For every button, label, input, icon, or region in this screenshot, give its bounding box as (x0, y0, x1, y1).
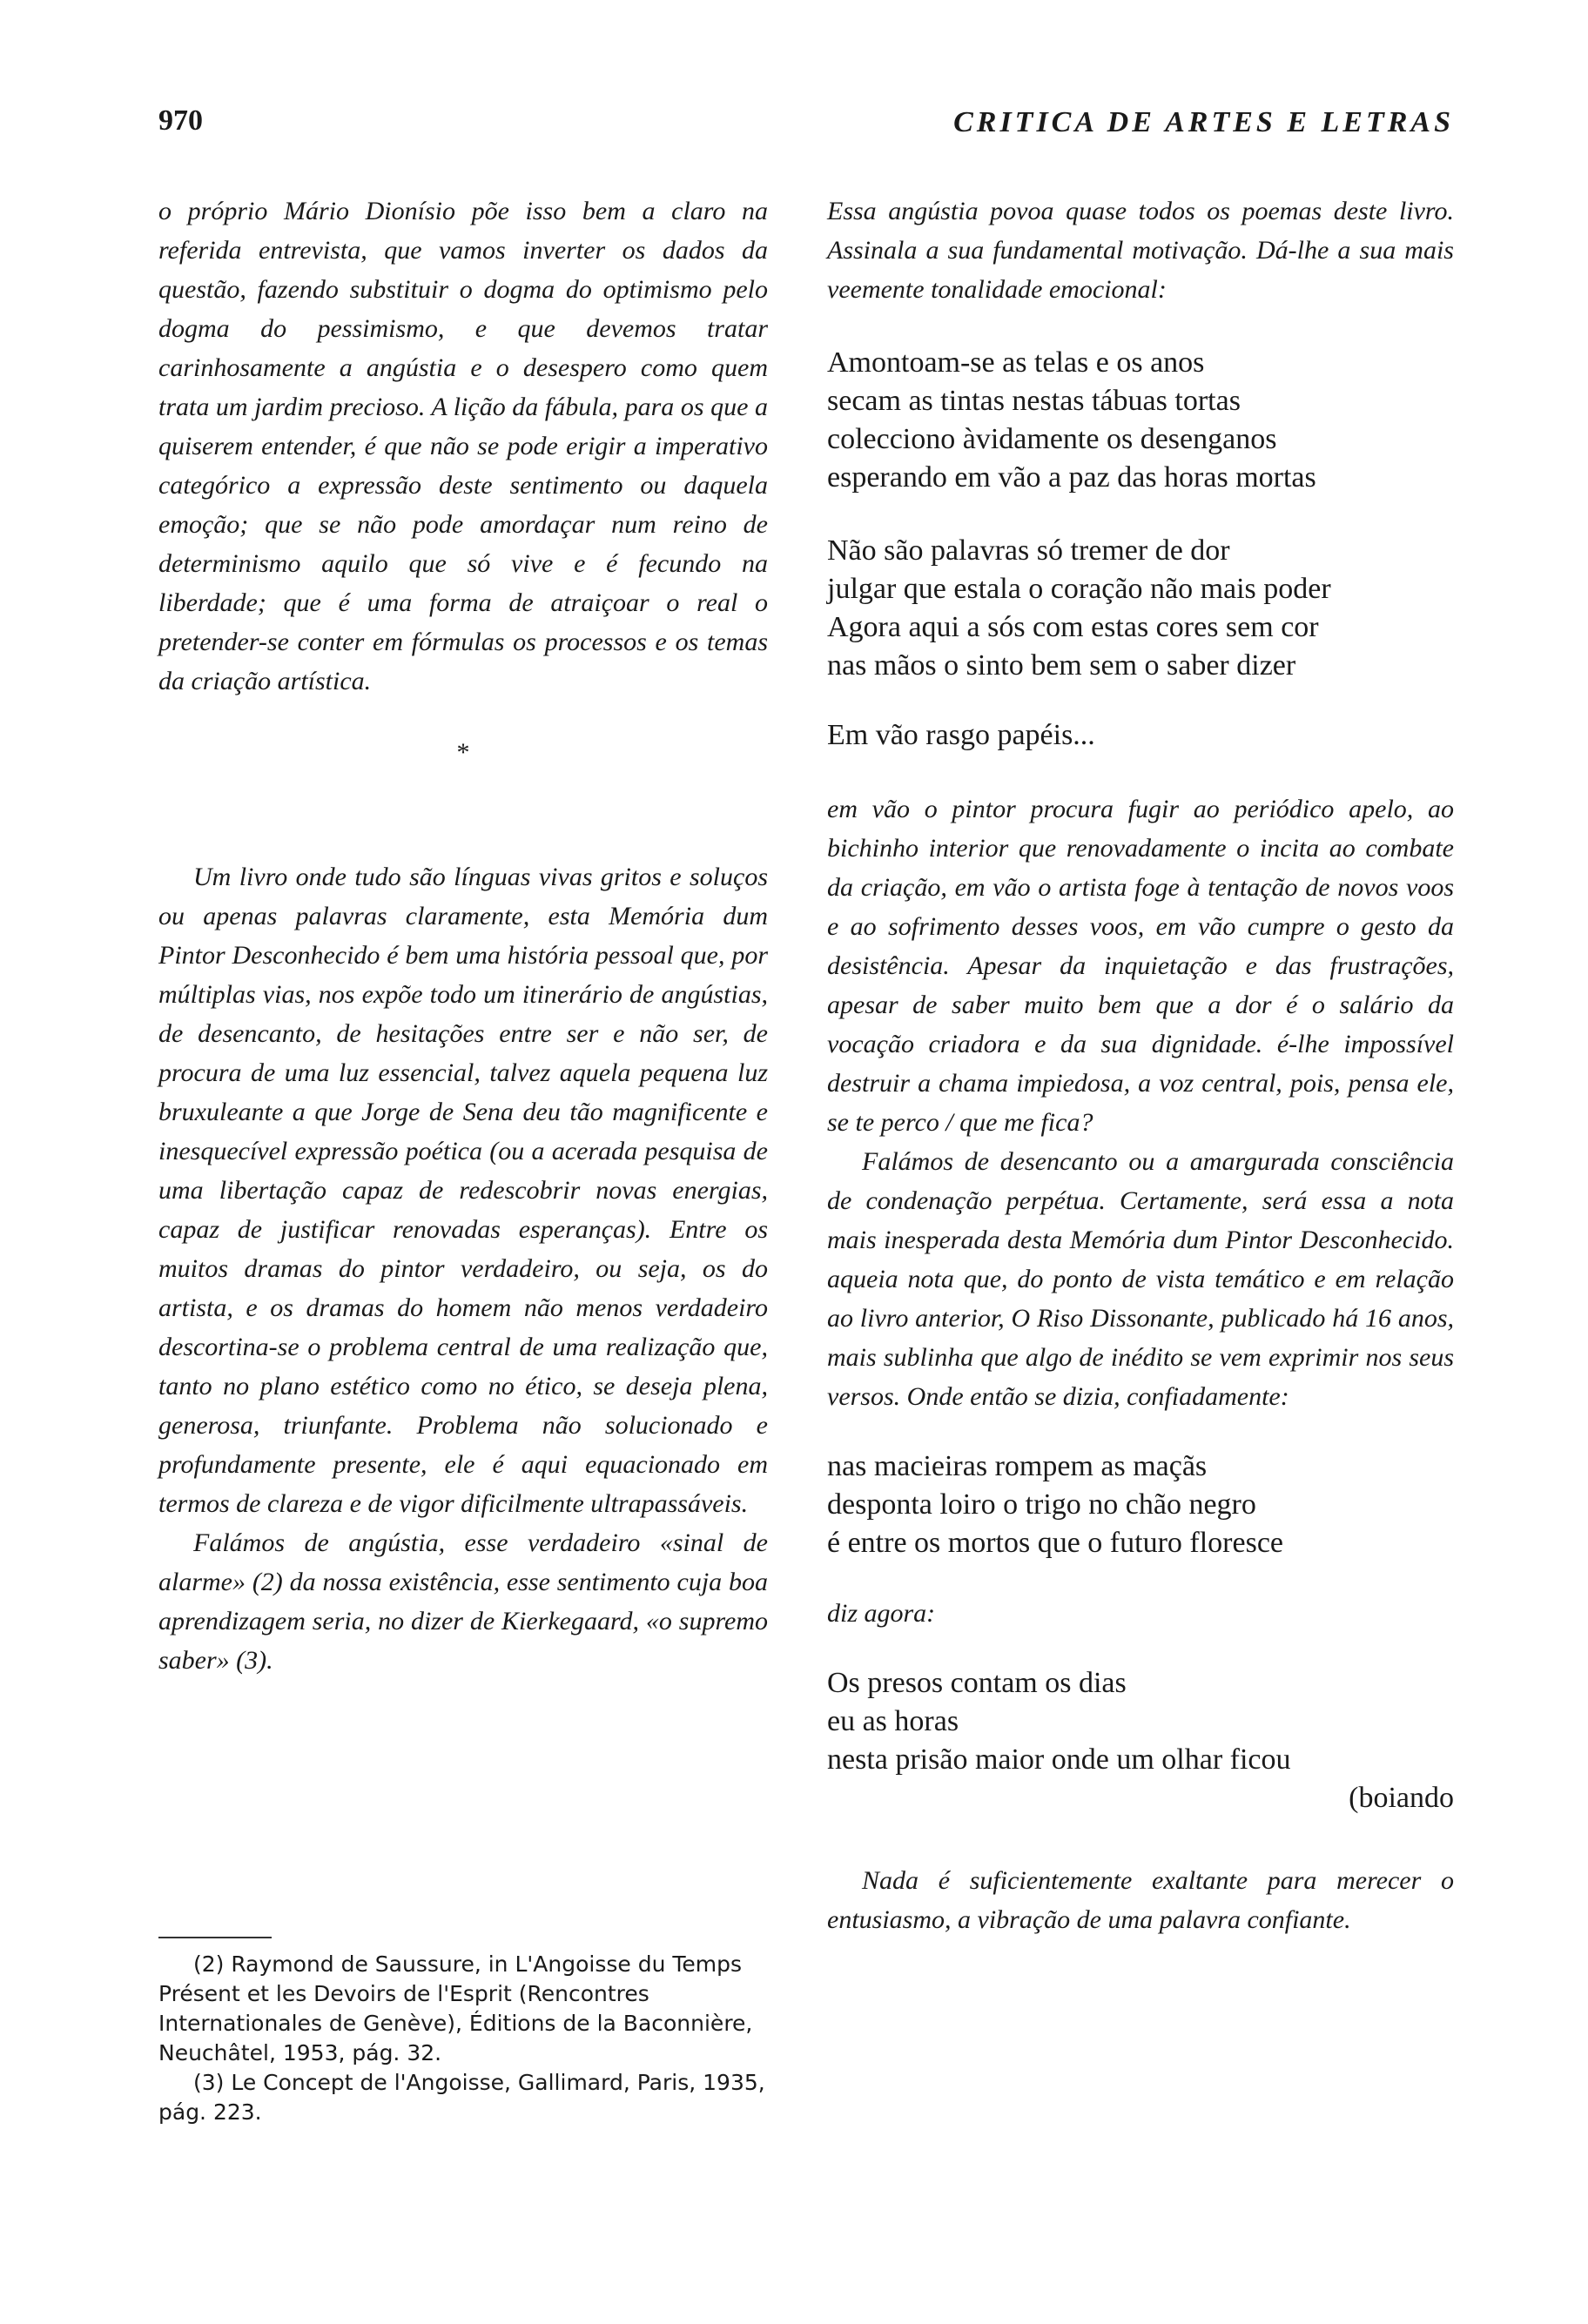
footnote-3: (3) Le Concept de l'Angoisse, Gallimard, Paris, 1935, pág. 223. (158, 2070, 765, 2125)
footnote-rule (158, 1937, 272, 1938)
says-now: diz agora: (827, 1599, 936, 1628)
verse-line: Em vão rasgo papéis... (827, 719, 1095, 751)
verse-line: desponta loiro o trigo no chão negro (827, 1488, 1256, 1521)
paragraph-disenchantment: Falámos de desencanto ou a amargurada consciência de condenação perpétua. Certamente, será essa a nota mais inesperada desta Memória dum Pintor Desconhecido. aqueia nota que, do ponto de vista temático e em relação ao livro anterior, O Riso Dissonante, publicado há 16 anos, mais sublinha que algo de inédito se vem exprimir nos seus versos. Onde então se dizia, confiadamente: (827, 1147, 1454, 1411)
paragraph-book-intro: Um livro onde tudo são línguas vivas gritos e soluços ou apenas palavras claramente, esta Memória dum Pintor Desconhecido é bem uma história pessoal que, por múltiplas vias, nos expõe todo um itinerário de angústias, de desencanto, de hesitações entre ser e não ser, de procura de uma luz essencial, talvez aquela pequena luz bruxuleante a que Jorge de Sena deu tão magnificente e inesquecível expressão poética (ou a acerada pesquisa de uma libertação capaz de redescobrir novas energias, capaz de justificar renovadas esperanças). Entre os muitos dramas do pintor verdadeiro, ou seja, os do artista, e os dramas do homem não menos verdadeiro descortina-se o problema central de uma realização que, tanto no plano estético como no ético, se deseja plena, generosa, triunfante. Problema não solucionado e profundamente presente, ele é aqui equacionado em termos de clareza e de vigor dificilmente ultrapassáveis. (158, 863, 768, 1518)
verse-line: Amontoam-se as telas e os anos (827, 346, 1205, 379)
poem-stanza-2 (827, 532, 1454, 685)
paragraph-continuation: o próprio Mário Dionísio põe isso bem a claro na referida entrevista, que vamos inverter os dados da questão, fazendo substituir o dogma do optimismo pelo dogma do pessimismo, e que devemos tratar carinhosamente a angústia e o desespero como quem trata um jardim precioso. A lição da fábula, para os que a quiserem entender, é que não se pode erigir a imperativo categórico a expressão deste sentimento ou daquela emoção; que se não pode amordaçar num reino de determinismo aquilo que só vive e é fecundo na liberdade; que é uma forma de atraiçoar o real o pretender-se conter em fórmulas os processos e os temas da criação artística. (158, 197, 768, 695)
paragraph-closing: Nada é suficientemente exaltante para merecer o entusiasmo, a vibração de uma palavra confiante. (827, 1866, 1454, 1934)
verse-line: Agora aqui a sós com estas cores sem cor (827, 611, 1319, 643)
poem-stanza-1 (827, 344, 1454, 497)
running-head (158, 104, 1454, 157)
footnote-2: (2) Raymond de Saussure, in L'Angoisse du Temps Présent et les Devoirs de l'Esprit (Rencontres Internationales de Genève), Éditions de la Baconnière, Neuchâtel, 1953, pág. 32. (158, 1951, 753, 2065)
page-number: 970 (158, 104, 203, 137)
poem-stanza-4 (827, 1447, 1454, 1562)
verse-line: colecciono àvidamente os desenganos (827, 423, 1277, 455)
verse-line: é entre os mortos que o futuro floresce (827, 1527, 1283, 1559)
journal-title: CRITICA DE ARTES E LETRAS (953, 106, 1454, 138)
left-column (158, 191, 768, 1680)
paragraph-anguish: Falámos de angústia, esse verdadeiro «sinal de alarme» (2) da nossa existência, esse sentimento cuja boa aprendizagem seria, no dizer de Kierkegaard, «o supremo saber» (3). (158, 1528, 768, 1675)
verse-line: secam as tintas nestas tábuas tortas (827, 385, 1241, 417)
poem-stanza-5 (827, 1664, 1454, 1817)
footnotes (158, 1950, 768, 2127)
poem-stanza-3 (827, 716, 1454, 755)
verse-line: (boiando (1349, 1782, 1454, 1814)
verse-line: Não são palavras só tremer de dor (827, 534, 1230, 567)
verse-line: esperando em vão a paz das horas mortas (827, 461, 1316, 494)
right-column (827, 191, 1454, 1939)
section-separator: * (456, 738, 470, 767)
paragraph-intro: Essa angústia povoa quase todos os poemas deste livro. Assinala a sua fundamental motivação. Dá-lhe a sua mais veemente tonalidade emocional: (827, 197, 1454, 304)
verse-line: nas mãos o sinto bem sem o saber dizer (827, 649, 1296, 682)
verse-line: nesta prisão maior onde um olhar ficou (827, 1743, 1291, 1776)
verse-line: nas macieiras rompem as maçãs (827, 1450, 1208, 1482)
verse-line: julgar que estala o coração não mais poder (827, 573, 1331, 605)
paragraph-painter: em vão o pintor procura fugir ao periódico apelo, ao bichinho interior que renovadamente o incita ao combate da criação, em vão o artista foge à tentação de novos voos e ao sofrimento desses voos, em vão cumpre o gesto da desistência. Apesar da inquietação e das frustrações, apesar de saber muito bem que a dor é o salário da vocação criadora e da sua dignidade. é-lhe impossível destruir a chama impiedosa, a voz central, pois, pensa ele, se te perco / que me fica? (827, 795, 1454, 1137)
verse-line: eu as horas (827, 1705, 959, 1737)
verse-line: Os presos contam os dias (827, 1667, 1127, 1699)
